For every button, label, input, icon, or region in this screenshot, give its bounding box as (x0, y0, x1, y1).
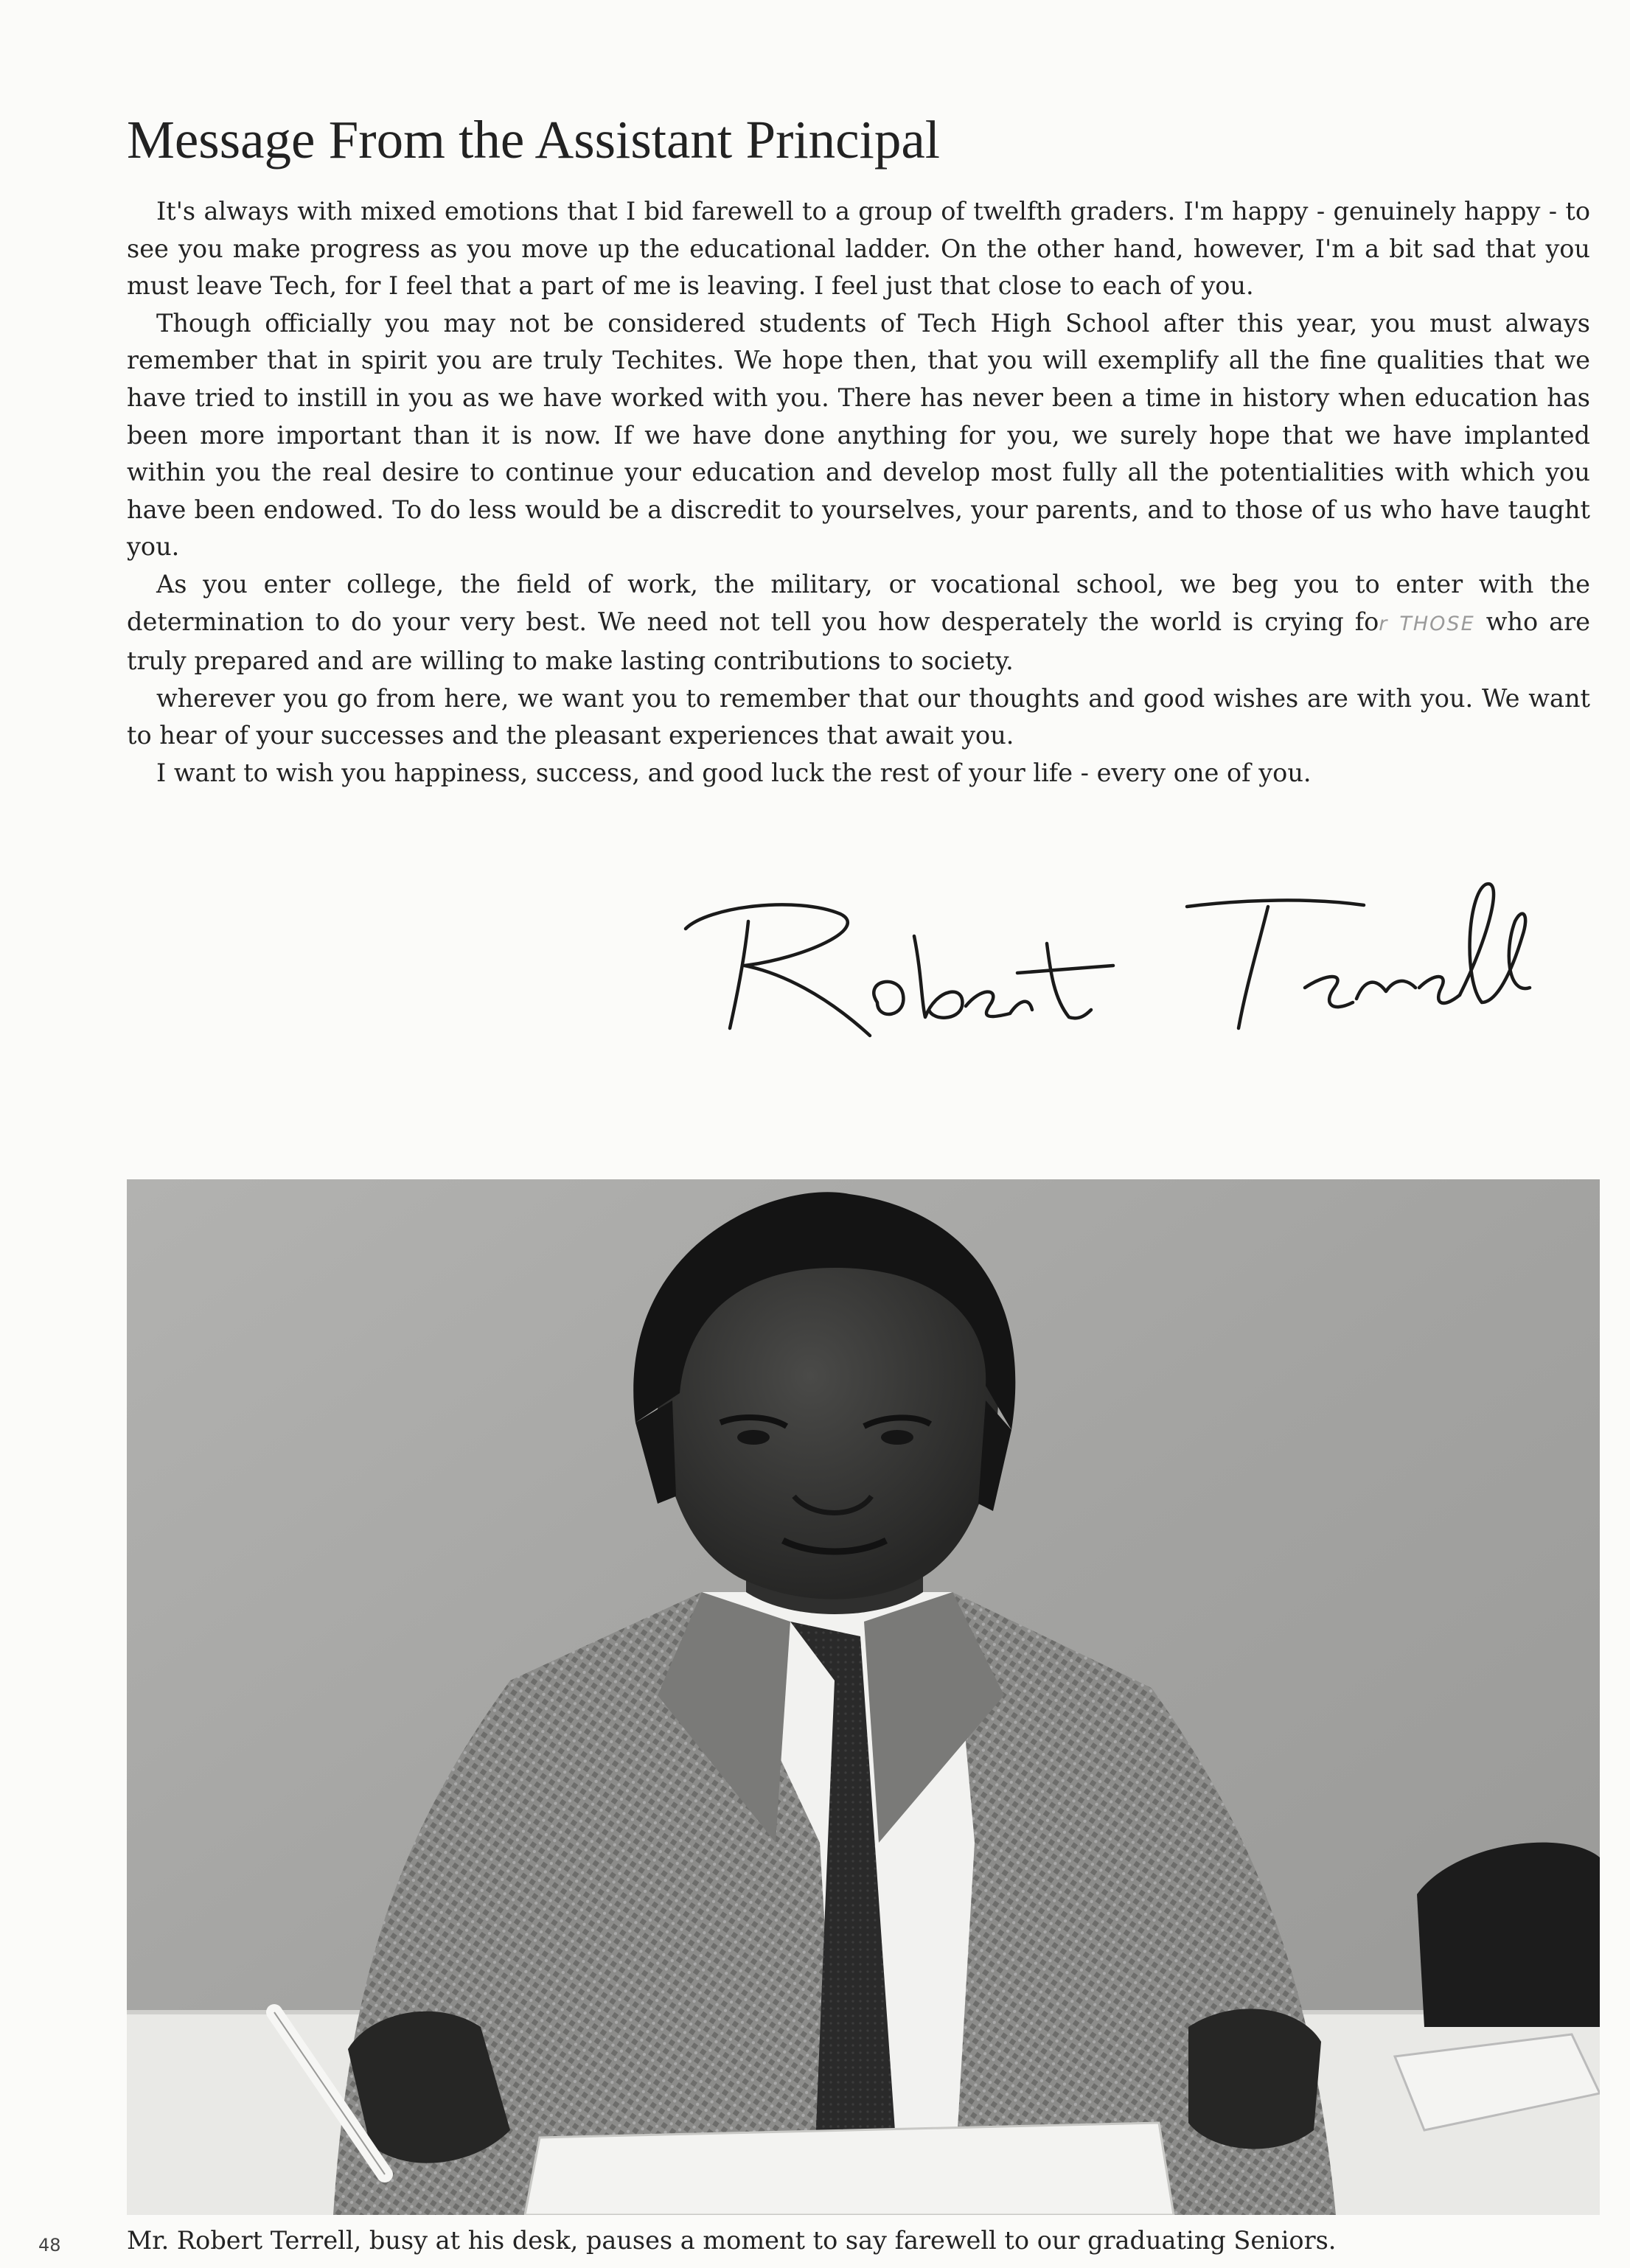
paragraph-3-end: who are truly prepared and are willing to make lasting contributions to society. (127, 607, 1590, 676)
portrait-photo (127, 1179, 1600, 2215)
paragraph-2: Though officially you may not be considered students of Tech High School after this year, you must always remember that in spirit you are truly Techites. We hope then, that you will exemplify all the fine qualities that we have tried to instill in you as we have worked with you. There has never been a time in history when education has been more important than it is now. If we have done anything for you, we surely hope that we have implanted within you the real desire to continue your education and develop most fully all the potentialities with which you have been endowed. To do less would be a discredit to yourselves, your parents, and to those of us who have taught you. (127, 308, 1590, 562)
handwritten-correction: r THOSE (1379, 612, 1475, 635)
page-number: 48 (38, 2235, 61, 2255)
paragraph-3 (127, 566, 1590, 680)
signature (656, 862, 1556, 1054)
photo-caption: Mr. Robert Terrell, busy at his desk, pauses a moment to say farewell to our graduating Seniors. (127, 2226, 1337, 2255)
paragraph-1: It's always with mixed emotions that I bid farewell to a group of twelfth graders. I'm happy - genuinely happy - to see you make progress as you move up the educational ladder. On the other hand, however, I'm a bit sad that you must leave Tech, for I feel that a part of me is leaving. I feel just that close to each of you. (127, 197, 1590, 301)
page-title: Message From the Assistant Principal (127, 110, 941, 170)
message-body (127, 193, 1590, 792)
paragraph-3-start: As you enter college, the field of work, the military, or vocational school, we beg you to enter with the determination to do your very best. We need not tell you how desperately the world is crying fo (127, 569, 1590, 636)
paragraph-5: I want to wish you happiness, success, and good luck the rest of your life - every one of you. (156, 758, 1312, 787)
paragraph-4: wherever you go from here, we want you to remember that our thoughts and good wishes are with you. We want to hear of your successes and the pleasant experiences that await you. (127, 683, 1590, 750)
